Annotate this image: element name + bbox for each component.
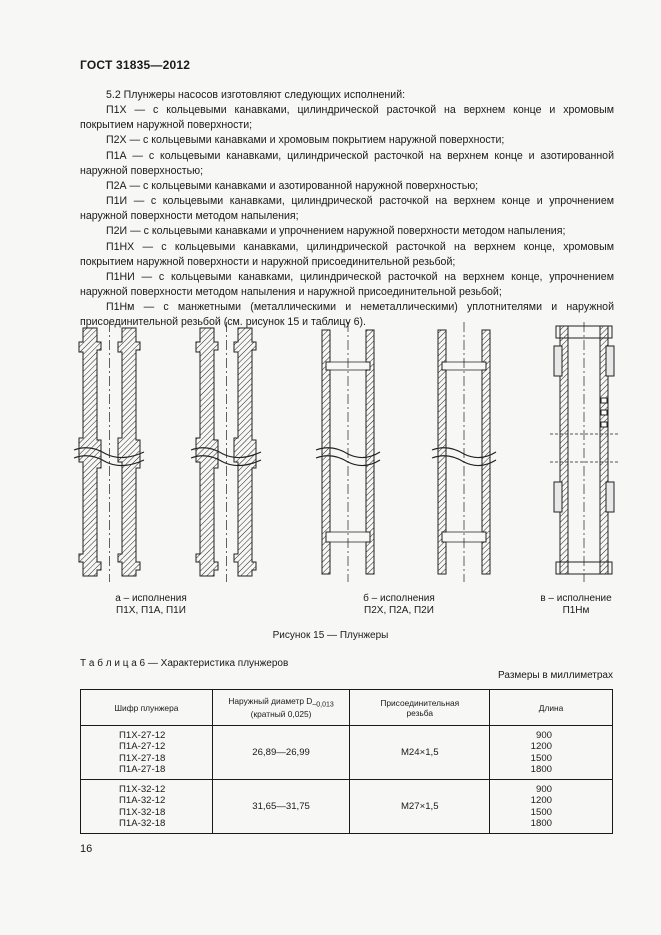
code-cell — [81, 780, 213, 834]
header-diameter-tolerance: –0,013 — [312, 701, 334, 709]
thread-cell: М27×1,5 — [350, 780, 490, 834]
caption-a-line1: а – исполнения — [115, 593, 187, 604]
caption-b-line1: б – исполнения — [363, 593, 435, 604]
plunger-c — [550, 322, 618, 582]
header-code: Шифр плунжера — [81, 690, 213, 726]
page-number: 16 — [80, 843, 93, 855]
diameter-cell: 31,65—31,75 — [212, 780, 350, 834]
plunger-a-right — [191, 322, 261, 582]
table-title: Т а б л и ц а 6 — Характеристика плунжеров — [80, 658, 289, 669]
caption-b — [344, 593, 454, 617]
header-diameter-line2: (кратный 0,025) — [250, 708, 312, 719]
thread-cell: М24×1,5 — [350, 726, 490, 780]
paragraph: П1Х — с кольцевыми канавками, цилиндрической расточкой на верхнем конце и хромовым покрытием наружной поверхности; — [80, 104, 614, 132]
paragraph: П1Нм — с манжетными (металлическими и неметаллическими) уплотнителями и наружной присоединительной резьбой (см. рисунок 15 и таблицу 6). — [80, 301, 614, 329]
caption-a-line2: П1Х, П1А, П1И — [116, 605, 186, 616]
caption-c-line2: П1Нм — [562, 605, 590, 616]
length: 1800 — [530, 763, 552, 775]
figure-title: Рисунок 15 — Плунжеры — [272, 630, 389, 641]
length: 1800 — [530, 818, 552, 830]
code: П1Х-27-18 — [119, 752, 166, 764]
length-cell — [490, 726, 613, 780]
code: П1Х-32-12 — [119, 784, 166, 796]
code: П1А-27-18 — [119, 763, 166, 775]
caption-c — [526, 593, 626, 617]
caption-c-line1: в – исполнение — [540, 593, 612, 604]
code: П1Х-32-18 — [119, 806, 166, 818]
length: 1500 — [530, 752, 552, 764]
characteristics-table — [80, 689, 613, 834]
header-thread — [350, 690, 490, 726]
caption-a — [96, 593, 206, 617]
paragraph: П2Х — с кольцевыми канавками и хромовым покрытием наружной поверхности; — [106, 134, 505, 147]
diameter-cell: 26,89—26,99 — [212, 726, 350, 780]
plunger-b-right — [432, 322, 496, 582]
code-cell — [81, 726, 213, 780]
length: 1500 — [530, 806, 552, 818]
paragraph: П1А — с кольцевыми канавками, цилиндрической расточкой на верхнем конце и азотированной наружной поверхностью; — [80, 149, 614, 177]
code: П1А-32-12 — [119, 795, 166, 807]
table-header-row — [81, 690, 613, 726]
length-cell — [490, 780, 613, 834]
length: 900 — [535, 784, 552, 796]
header-length: Длина — [490, 690, 613, 726]
plunger-a-left — [74, 322, 144, 582]
paragraph: П2А — с кольцевыми канавками и азотированной наружной поверхностью; — [106, 179, 479, 192]
table-units: Размеры в миллиметрах — [498, 670, 613, 681]
plunger-drawing — [70, 322, 630, 582]
caption-b-line2: П2Х, П2А, П2И — [364, 605, 434, 616]
paragraph: П1НХ — с кольцевыми канавками, цилиндрической расточкой на верхнем конце, хромовым покрытием наружной поверхности и наружной присоединительной резьбой; — [80, 240, 614, 268]
paragraph: П1НИ — с кольцевыми канавками, цилиндрической расточкой на верхнем конце, упрочнением наружной поверхности методом напыления и наружной присоединительной резьбой; — [80, 270, 614, 299]
header-thread-line2: резьба — [406, 707, 434, 718]
code: П1А-27-12 — [119, 741, 166, 753]
length: 900 — [535, 730, 552, 741]
code: П1Х-27-12 — [119, 730, 166, 741]
plunger-b-left — [316, 322, 380, 582]
table-row — [81, 726, 613, 780]
table-row — [81, 780, 613, 834]
body-text — [80, 88, 614, 331]
length: 1200 — [530, 741, 552, 753]
header-diameter — [212, 690, 350, 726]
length: 1200 — [530, 795, 552, 807]
paragraph: П1И — с кольцевыми канавками, цилиндрической расточкой на верхнем конце и упрочнением наружной поверхности методом напыления; — [80, 195, 614, 223]
header-diameter-line1: Наружный диаметр D — [228, 696, 313, 707]
header-thread-line1: Присоединительная — [380, 697, 460, 708]
document-header: ГОСТ 31835—2012 — [80, 58, 191, 72]
paragraph: 5.2 Плунжеры насосов изготовляют следующих исполнений: — [106, 89, 406, 101]
paragraph: П2И — с кольцевыми канавками и упрочнением наружной поверхности методом напыления; — [106, 225, 566, 238]
code: П1А-32-18 — [119, 818, 166, 830]
